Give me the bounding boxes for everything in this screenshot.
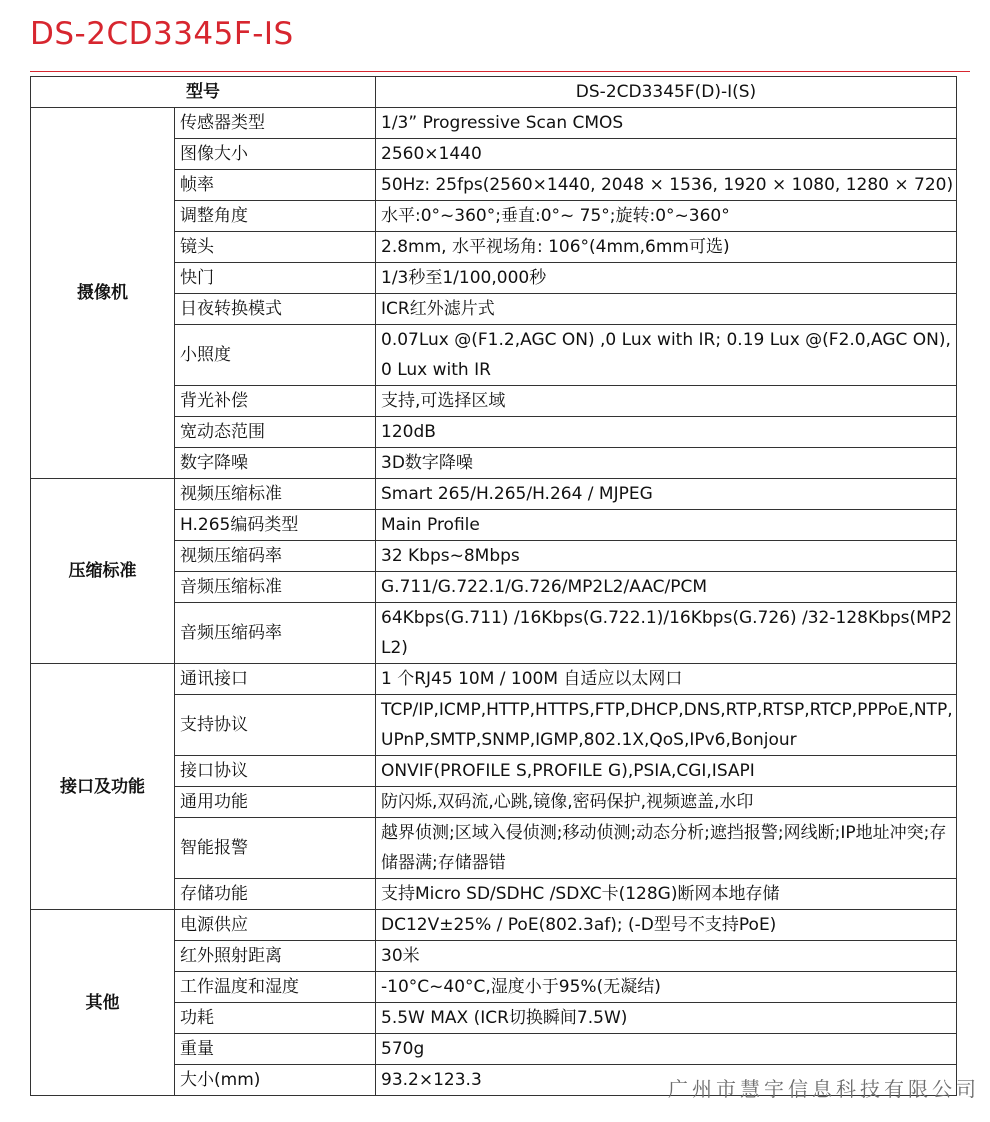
- table-row: [31, 479, 957, 510]
- table-row: [31, 664, 957, 695]
- category-cell: 其他: [31, 910, 175, 1096]
- spec-label: 大小(mm): [175, 1065, 376, 1096]
- spec-label: 日夜转换模式: [175, 294, 376, 325]
- model-value: DS-2CD3345F(D)-I(S): [376, 77, 957, 108]
- spec-value: Smart 265/H.265/H.264 / MJPEG: [376, 479, 957, 510]
- spec-value: Main Profile: [376, 510, 957, 541]
- spec-label: 视频压缩码率: [175, 541, 376, 572]
- spec-label: 视频压缩标准: [175, 479, 376, 510]
- spec-label: 宽动态范围: [175, 417, 376, 448]
- spec-value: 570g: [376, 1034, 957, 1065]
- spec-value: G.711/G.722.1/G.726/MP2L2/AAC/PCM: [376, 572, 957, 603]
- spec-label: 接口协议: [175, 756, 376, 787]
- spec-table: [30, 76, 957, 1096]
- model-label: 型号: [31, 77, 376, 108]
- spec-label: 镜头: [175, 232, 376, 263]
- spec-value: 64Kbps(G.711) /16Kbps(G.722.1)/16Kbps(G.726) /32-128Kbps(MP2L2): [376, 603, 957, 664]
- spec-label: 快门: [175, 263, 376, 294]
- spec-label: 通用功能: [175, 787, 376, 818]
- spec-label: 小照度: [175, 325, 376, 386]
- spec-value: 32 Kbps~8Mbps: [376, 541, 957, 572]
- table-row: [31, 910, 957, 941]
- category-cell: 接口及功能: [31, 664, 175, 910]
- spec-label: 重量: [175, 1034, 376, 1065]
- spec-value: ICR红外滤片式: [376, 294, 957, 325]
- spec-table-body: [31, 77, 957, 1096]
- spec-value: 3D数字降噪: [376, 448, 957, 479]
- spec-value: 50Hz: 25fps(2560×1440, 2048 × 1536, 1920 × 1080, 1280 × 720): [376, 170, 957, 201]
- spec-label: 图像大小: [175, 139, 376, 170]
- spec-value: 1 个RJ45 10M / 100M 自适应以太网口: [376, 664, 957, 695]
- spec-value: ONVIF(PROFILE S,PROFILE G),PSIA,CGI,ISAPI: [376, 756, 957, 787]
- spec-label: 支持协议: [175, 695, 376, 756]
- title-divider: [30, 71, 970, 72]
- spec-value: 30米: [376, 941, 957, 972]
- spec-value: 93.2×123.3: [376, 1065, 957, 1096]
- spec-label: 电源供应: [175, 910, 376, 941]
- spec-label: 传感器类型: [175, 108, 376, 139]
- spec-value: -10°C~40°C,湿度小于95%(无凝结): [376, 972, 957, 1003]
- spec-label: 存储功能: [175, 879, 376, 910]
- spec-value: TCP/IP,ICMP,HTTP,HTTPS,FTP,DHCP,DNS,RTP,RTSP,RTCP,PPPoE,NTP,UPnP,SMTP,SNMP,IGMP,802.1X,QoS,IPv6,Bonjour: [376, 695, 957, 756]
- company-name: 广州市慧宇信息科技有限公司: [668, 1077, 980, 1101]
- spec-value: 支持Micro SD/SDHC /SDXC卡(128G)断网本地存储: [376, 879, 957, 910]
- category-cell: 摄像机: [31, 108, 175, 479]
- spec-value: 5.5W MAX (ICR切换瞬间7.5W): [376, 1003, 957, 1034]
- spec-value: 水平:0°~360°;垂直:0°~ 75°;旋转:0°~360°: [376, 201, 957, 232]
- spec-label: 智能报警: [175, 818, 376, 879]
- spec-label: 通讯接口: [175, 664, 376, 695]
- spec-label: 功耗: [175, 1003, 376, 1034]
- spec-label: 音频压缩标准: [175, 572, 376, 603]
- header-row: [31, 77, 957, 108]
- spec-value: 2.8mm, 水平视场角: 106°(4mm,6mm可选): [376, 232, 957, 263]
- spec-label: 音频压缩码率: [175, 603, 376, 664]
- spec-value: 1/3” Progressive Scan CMOS: [376, 108, 957, 139]
- spec-value: 支持,可选择区域: [376, 386, 957, 417]
- spec-value: 1/3秒至1/100,000秒: [376, 263, 957, 294]
- spec-value: 0.07Lux @(F1.2,AGC ON) ,0 Lux with IR; 0.19 Lux @(F2.0,AGC ON), 0 Lux with IR: [376, 325, 957, 386]
- spec-label: 帧率: [175, 170, 376, 201]
- spec-value: 120dB: [376, 417, 957, 448]
- spec-value: 2560×1440: [376, 139, 957, 170]
- spec-label: 调整角度: [175, 201, 376, 232]
- page-title: DS-2CD3345F-IS: [30, 16, 294, 52]
- spec-value: 越界侦测;区域入侵侦测;移动侦测;动态分析;遮挡报警;网线断;IP地址冲突;存储器满;存储器错: [376, 818, 957, 879]
- spec-label: 背光补偿: [175, 386, 376, 417]
- spec-value: DC12V±25% / PoE(802.3af); (-D型号不支持PoE): [376, 910, 957, 941]
- spec-label: 工作温度和湿度: [175, 972, 376, 1003]
- spec-label: 红外照射距离: [175, 941, 376, 972]
- spec-value: 防闪烁,双码流,心跳,镜像,密码保护,视频遮盖,水印: [376, 787, 957, 818]
- table-row: [31, 108, 957, 139]
- spec-label: 数字降噪: [175, 448, 376, 479]
- spec-label: H.265编码类型: [175, 510, 376, 541]
- category-cell: 压缩标准: [31, 479, 175, 664]
